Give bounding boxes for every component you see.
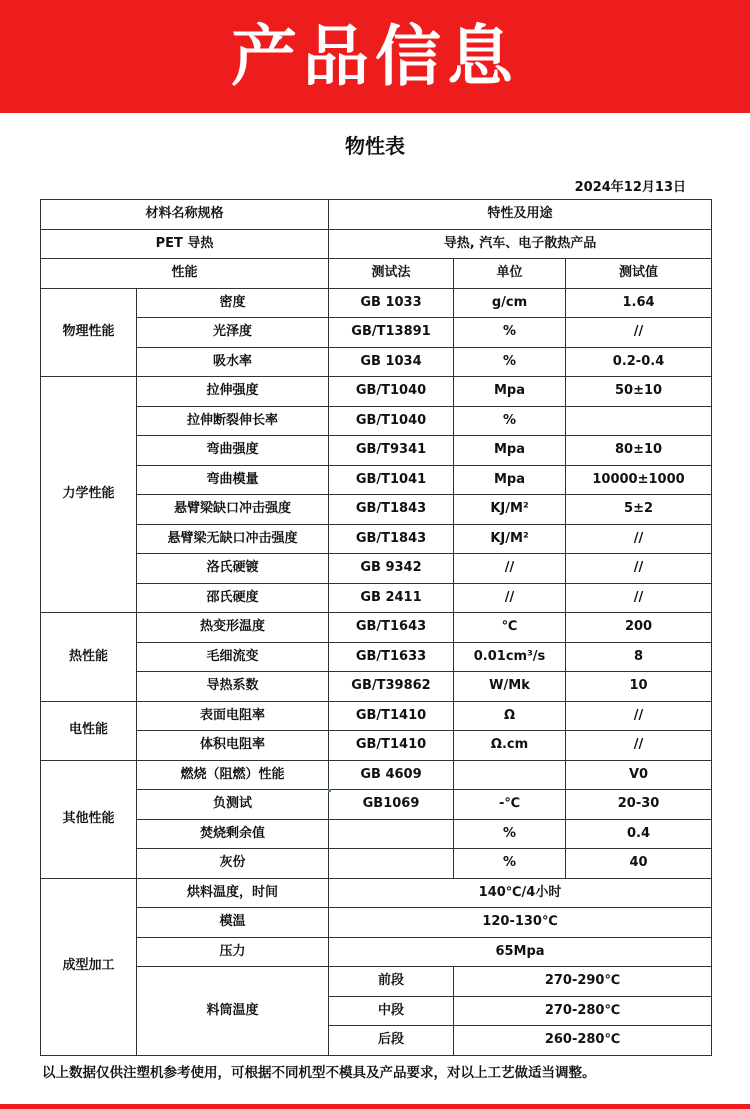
- unit: %: [454, 819, 566, 849]
- test-method: GB 1034: [329, 347, 454, 377]
- table-header-row: [41, 259, 712, 289]
- barrel-stage: 前段: [329, 967, 454, 997]
- test-value: 10000±1000: [566, 465, 712, 495]
- property-name: 导热系数: [137, 672, 329, 702]
- unit: %: [454, 406, 566, 436]
- test-method: GB/T13891: [329, 318, 454, 348]
- table-row: [41, 878, 712, 908]
- table-row: [41, 554, 712, 584]
- banner-title: 产品信息: [231, 17, 519, 95]
- test-method: GB 9342: [329, 554, 454, 584]
- test-value: 0.4: [566, 819, 712, 849]
- table-row: [41, 760, 712, 790]
- test-method: GB 1033: [329, 288, 454, 318]
- property-name: 负测试: [137, 790, 329, 820]
- test-value: //: [566, 318, 712, 348]
- barrel-temp-label: 料筒温度: [137, 967, 329, 1056]
- test-value: 0.2-0.4: [566, 347, 712, 377]
- barrel-stage: 中段: [329, 996, 454, 1026]
- group-name: 力学性能: [41, 377, 137, 613]
- property-name: 弯曲模量: [137, 465, 329, 495]
- group-name: 电性能: [41, 701, 137, 760]
- footnote: 以上数据仅供注塑机参考使用，可根据不同机型不模具及产品要求，对以上工艺做适当调整。: [42, 1065, 596, 1081]
- unit: ℃: [454, 613, 566, 643]
- col-property-header: 性能: [41, 259, 329, 289]
- test-method: GB/T1040: [329, 377, 454, 407]
- sheet-date: 2024年12月13日: [574, 180, 686, 195]
- stray-mark: [328, 789, 331, 792]
- unit: W/Mk: [454, 672, 566, 702]
- table-row: [41, 200, 712, 230]
- table-row: [41, 701, 712, 731]
- unit: %: [454, 347, 566, 377]
- table-row: [41, 495, 712, 525]
- property-name: 拉伸断裂伸长率: [137, 406, 329, 436]
- unit: Mpa: [454, 377, 566, 407]
- test-value: //: [566, 583, 712, 613]
- material-value: PET 导热: [41, 229, 329, 259]
- barrel-stage: 后段: [329, 1026, 454, 1056]
- col-method-header: 测试法: [329, 259, 454, 289]
- test-value: 40: [566, 849, 712, 879]
- test-value: 50±10: [566, 377, 712, 407]
- drying-label: 烘料温度，时间: [137, 878, 329, 908]
- table-row: [41, 524, 712, 554]
- test-method: GB/T1041: [329, 465, 454, 495]
- table-row: [41, 377, 712, 407]
- usage-label: 特性及用途: [329, 200, 712, 230]
- property-name: 吸水率: [137, 347, 329, 377]
- unit: //: [454, 583, 566, 613]
- test-value: 10: [566, 672, 712, 702]
- table-row: [41, 406, 712, 436]
- property-name: 热变形温度: [137, 613, 329, 643]
- table-row: [41, 288, 712, 318]
- usage-value: 导热, 汽车、电子散热产品: [329, 229, 712, 259]
- property-name: 悬臂梁缺口冲击强度: [137, 495, 329, 525]
- pressure-label: 压力: [137, 937, 329, 967]
- property-name: 焚烧剩余值: [137, 819, 329, 849]
- barrel-stage-value: 270-280℃: [454, 996, 712, 1026]
- test-method: GB 2411: [329, 583, 454, 613]
- table-row: [41, 347, 712, 377]
- property-name: 弯曲强度: [137, 436, 329, 466]
- property-name: 灰份: [137, 849, 329, 879]
- table-row: [41, 731, 712, 761]
- unit: Ω.cm: [454, 731, 566, 761]
- table-row: [41, 318, 712, 348]
- properties-table-body: [41, 200, 712, 1056]
- material-label: 材料名称规格: [41, 200, 329, 230]
- unit: Mpa: [454, 436, 566, 466]
- property-name: 邵氏硬度: [137, 583, 329, 613]
- drying-value: 140℃/4小时: [329, 878, 712, 908]
- table-row: [41, 819, 712, 849]
- property-name: 密度: [137, 288, 329, 318]
- test-method: [329, 849, 454, 879]
- group-name: 物理性能: [41, 288, 137, 377]
- property-name: 拉伸强度: [137, 377, 329, 407]
- table-row: [41, 642, 712, 672]
- test-value: 200: [566, 613, 712, 643]
- unit: //: [454, 554, 566, 584]
- col-unit-header: 单位: [454, 259, 566, 289]
- table-row: [41, 967, 712, 997]
- test-method: GB/T1040: [329, 406, 454, 436]
- unit: %: [454, 849, 566, 879]
- test-method: GB/T9341: [329, 436, 454, 466]
- test-method: [329, 819, 454, 849]
- property-name: 悬臂梁无缺口冲击强度: [137, 524, 329, 554]
- test-value: //: [566, 701, 712, 731]
- unit: %: [454, 318, 566, 348]
- test-value: V0: [566, 760, 712, 790]
- barrel-stage-value: 260-280℃: [454, 1026, 712, 1056]
- processing-group-name: 成型加工: [41, 878, 137, 1055]
- test-value: //: [566, 524, 712, 554]
- table-row: [41, 672, 712, 702]
- property-name: 洛氏硬镀: [137, 554, 329, 584]
- property-name: 毛细流变: [137, 642, 329, 672]
- properties-table: [40, 199, 712, 1056]
- table-row: [41, 849, 712, 879]
- test-value: //: [566, 731, 712, 761]
- test-value: //: [566, 554, 712, 584]
- table-row: [41, 908, 712, 938]
- unit: KJ/M²: [454, 495, 566, 525]
- table-row: [41, 465, 712, 495]
- pressure-value: 65Mpa: [329, 937, 712, 967]
- table-row: [41, 583, 712, 613]
- unit: g/cm: [454, 288, 566, 318]
- test-method: GB/T1843: [329, 524, 454, 554]
- unit: -℃: [454, 790, 566, 820]
- property-name: 表面电阻率: [137, 701, 329, 731]
- group-name: 热性能: [41, 613, 137, 702]
- test-value: 8: [566, 642, 712, 672]
- sheet-title: 物性表: [345, 134, 405, 158]
- test-method: GB/T1843: [329, 495, 454, 525]
- property-name: 燃烧（阻燃）性能: [137, 760, 329, 790]
- unit: 0.01cm³/s: [454, 642, 566, 672]
- test-value: 1.64: [566, 288, 712, 318]
- table-row: [41, 937, 712, 967]
- test-value: 5±2: [566, 495, 712, 525]
- test-method: GB/T1410: [329, 731, 454, 761]
- unit: Ω: [454, 701, 566, 731]
- test-method: GB 4609: [329, 760, 454, 790]
- table-row: [41, 613, 712, 643]
- bottom-rule: [0, 1104, 750, 1109]
- header-banner: [0, 0, 750, 113]
- unit: KJ/M²: [454, 524, 566, 554]
- unit: [454, 760, 566, 790]
- test-value: 20-30: [566, 790, 712, 820]
- mold-temp-value: 120-130℃: [329, 908, 712, 938]
- test-value: [566, 406, 712, 436]
- property-name: 光泽度: [137, 318, 329, 348]
- group-name: 其他性能: [41, 760, 137, 878]
- col-value-header: 测试值: [566, 259, 712, 289]
- test-method: GB/T1633: [329, 642, 454, 672]
- test-method: GB/T1410: [329, 701, 454, 731]
- mold-temp-label: 模温: [137, 908, 329, 938]
- test-value: 80±10: [566, 436, 712, 466]
- barrel-stage-value: 270-290℃: [454, 967, 712, 997]
- table-row: [41, 790, 712, 820]
- test-method: GB/T1643: [329, 613, 454, 643]
- table-row: [41, 229, 712, 259]
- test-method: GB1069: [329, 790, 454, 820]
- table-row: [41, 436, 712, 466]
- test-method: GB/T39862: [329, 672, 454, 702]
- property-name: 体积电阻率: [137, 731, 329, 761]
- unit: Mpa: [454, 465, 566, 495]
